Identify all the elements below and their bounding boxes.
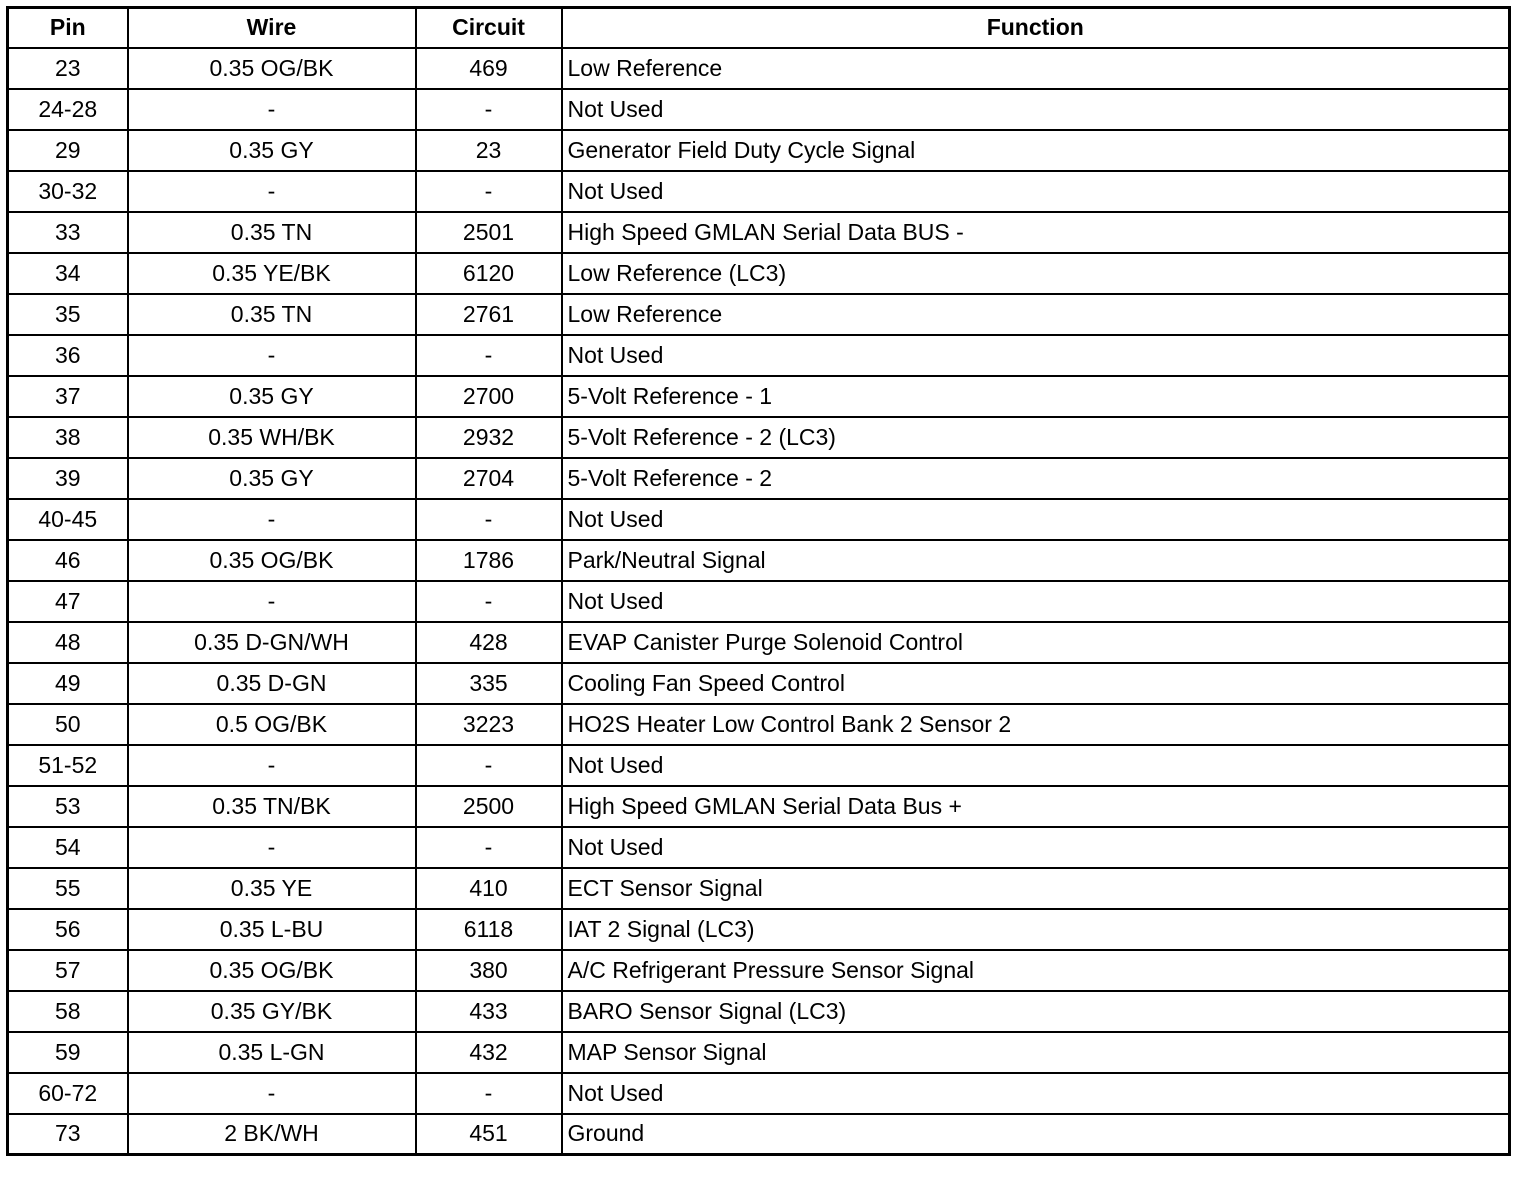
pin-cell: 40-45 — [8, 499, 128, 540]
pin-cell: 23 — [8, 48, 128, 89]
pin-cell: 35 — [8, 294, 128, 335]
pin-cell: 48 — [8, 622, 128, 663]
wire-cell: 0.35 OG/BK — [128, 950, 416, 991]
function-cell: Not Used — [562, 1073, 1510, 1114]
function-cell: Cooling Fan Speed Control — [562, 663, 1510, 704]
column-header-function: Function — [562, 8, 1510, 48]
table-row — [8, 130, 1510, 171]
table-row — [8, 909, 1510, 950]
function-cell: Generator Field Duty Cycle Signal — [562, 130, 1510, 171]
function-cell: 5-Volt Reference - 2 (LC3) — [562, 417, 1510, 458]
pin-cell: 38 — [8, 417, 128, 458]
pin-cell: 30-32 — [8, 171, 128, 212]
circuit-cell: 469 — [416, 48, 562, 89]
circuit-cell: 410 — [416, 868, 562, 909]
wire-cell: - — [128, 1073, 416, 1114]
table-body — [8, 48, 1510, 1155]
circuit-cell: - — [416, 581, 562, 622]
circuit-cell: - — [416, 171, 562, 212]
table-row — [8, 253, 1510, 294]
wire-cell: - — [128, 89, 416, 130]
table-row — [8, 171, 1510, 212]
circuit-cell: 3223 — [416, 704, 562, 745]
wire-cell: 0.35 D-GN/WH — [128, 622, 416, 663]
function-cell: Not Used — [562, 745, 1510, 786]
circuit-cell: 6120 — [416, 253, 562, 294]
function-cell: High Speed GMLAN Serial Data BUS - — [562, 212, 1510, 253]
circuit-cell: 2500 — [416, 786, 562, 827]
table-row — [8, 335, 1510, 376]
circuit-cell: 2501 — [416, 212, 562, 253]
function-cell: ECT Sensor Signal — [562, 868, 1510, 909]
circuit-cell: 1786 — [416, 540, 562, 581]
function-cell: 5-Volt Reference - 1 — [562, 376, 1510, 417]
wire-cell: - — [128, 171, 416, 212]
wire-cell: 0.35 TN — [128, 212, 416, 253]
wire-cell: 0.35 GY — [128, 130, 416, 171]
wire-cell: 0.35 OG/BK — [128, 48, 416, 89]
function-cell: Not Used — [562, 499, 1510, 540]
function-cell: Park/Neutral Signal — [562, 540, 1510, 581]
circuit-cell: 6118 — [416, 909, 562, 950]
pin-cell: 47 — [8, 581, 128, 622]
wire-cell: 0.35 GY/BK — [128, 991, 416, 1032]
wire-cell: - — [128, 581, 416, 622]
circuit-cell: 2932 — [416, 417, 562, 458]
circuit-cell: 432 — [416, 1032, 562, 1073]
table-row — [8, 1073, 1510, 1114]
column-header-wire: Wire — [128, 8, 416, 48]
pin-cell: 24-28 — [8, 89, 128, 130]
circuit-cell: - — [416, 499, 562, 540]
circuit-cell: 23 — [416, 130, 562, 171]
table-row — [8, 622, 1510, 663]
circuit-cell: 2704 — [416, 458, 562, 499]
circuit-cell: 335 — [416, 663, 562, 704]
function-cell: Not Used — [562, 171, 1510, 212]
table-row — [8, 294, 1510, 335]
pin-cell: 56 — [8, 909, 128, 950]
function-cell: Low Reference — [562, 48, 1510, 89]
table-row — [8, 417, 1510, 458]
function-cell: MAP Sensor Signal — [562, 1032, 1510, 1073]
function-cell: Not Used — [562, 89, 1510, 130]
pin-cell: 39 — [8, 458, 128, 499]
function-cell: Low Reference (LC3) — [562, 253, 1510, 294]
pin-cell: 37 — [8, 376, 128, 417]
function-cell: Not Used — [562, 335, 1510, 376]
wire-cell: 0.35 TN — [128, 294, 416, 335]
wire-cell: - — [128, 827, 416, 868]
wire-cell: 0.35 GY — [128, 458, 416, 499]
function-cell: IAT 2 Signal (LC3) — [562, 909, 1510, 950]
pin-cell: 55 — [8, 868, 128, 909]
wire-cell: 0.35 GY — [128, 376, 416, 417]
pin-cell: 60-72 — [8, 1073, 128, 1114]
connector-pinout-table — [6, 6, 1511, 1156]
pin-cell: 59 — [8, 1032, 128, 1073]
circuit-cell: 451 — [416, 1114, 562, 1155]
table-row — [8, 950, 1510, 991]
function-cell: Not Used — [562, 827, 1510, 868]
table-row — [8, 540, 1510, 581]
pin-cell: 36 — [8, 335, 128, 376]
wire-cell: - — [128, 335, 416, 376]
pin-cell: 49 — [8, 663, 128, 704]
column-header-circuit: Circuit — [416, 8, 562, 48]
table-row — [8, 376, 1510, 417]
function-cell: High Speed GMLAN Serial Data Bus + — [562, 786, 1510, 827]
wire-cell: 0.5 OG/BK — [128, 704, 416, 745]
circuit-cell: - — [416, 745, 562, 786]
function-cell: Not Used — [562, 581, 1510, 622]
pin-cell: 58 — [8, 991, 128, 1032]
pin-cell: 34 — [8, 253, 128, 294]
wire-cell: 0.35 YE — [128, 868, 416, 909]
pin-cell: 46 — [8, 540, 128, 581]
wire-cell: 0.35 OG/BK — [128, 540, 416, 581]
function-cell: EVAP Canister Purge Solenoid Control — [562, 622, 1510, 663]
table-row — [8, 1032, 1510, 1073]
table-row — [8, 1114, 1510, 1155]
wire-cell: 0.35 WH/BK — [128, 417, 416, 458]
wire-cell: - — [128, 499, 416, 540]
pin-cell: 33 — [8, 212, 128, 253]
wire-cell: 0.35 TN/BK — [128, 786, 416, 827]
function-cell: 5-Volt Reference - 2 — [562, 458, 1510, 499]
table-row — [8, 704, 1510, 745]
function-cell: HO2S Heater Low Control Bank 2 Sensor 2 — [562, 704, 1510, 745]
table-row — [8, 827, 1510, 868]
table-row — [8, 991, 1510, 1032]
function-cell: A/C Refrigerant Pressure Sensor Signal — [562, 950, 1510, 991]
circuit-cell: 2700 — [416, 376, 562, 417]
table-row — [8, 212, 1510, 253]
function-cell: Low Reference — [562, 294, 1510, 335]
pin-cell: 73 — [8, 1114, 128, 1155]
wire-cell: 0.35 L-BU — [128, 909, 416, 950]
table-row — [8, 663, 1510, 704]
wire-cell: 0.35 L-GN — [128, 1032, 416, 1073]
table-row — [8, 458, 1510, 499]
wire-cell: 0.35 D-GN — [128, 663, 416, 704]
wire-cell: 2 BK/WH — [128, 1114, 416, 1155]
table-header-row — [8, 8, 1510, 48]
table-row — [8, 499, 1510, 540]
table-row — [8, 48, 1510, 89]
circuit-cell: 2761 — [416, 294, 562, 335]
table-row — [8, 745, 1510, 786]
pin-cell: 29 — [8, 130, 128, 171]
function-cell: BARO Sensor Signal (LC3) — [562, 991, 1510, 1032]
circuit-cell: 433 — [416, 991, 562, 1032]
pin-cell: 53 — [8, 786, 128, 827]
wire-cell: 0.35 YE/BK — [128, 253, 416, 294]
table-row — [8, 786, 1510, 827]
circuit-cell: - — [416, 335, 562, 376]
circuit-cell: 380 — [416, 950, 562, 991]
function-cell: Ground — [562, 1114, 1510, 1155]
circuit-cell: - — [416, 89, 562, 130]
pin-cell: 50 — [8, 704, 128, 745]
circuit-cell: 428 — [416, 622, 562, 663]
pin-cell: 57 — [8, 950, 128, 991]
pin-cell: 51-52 — [8, 745, 128, 786]
pin-cell: 54 — [8, 827, 128, 868]
table-row — [8, 581, 1510, 622]
circuit-cell: - — [416, 827, 562, 868]
table-row — [8, 868, 1510, 909]
column-header-pin: Pin — [8, 8, 128, 48]
table-row — [8, 89, 1510, 130]
wire-cell: - — [128, 745, 416, 786]
circuit-cell: - — [416, 1073, 562, 1114]
